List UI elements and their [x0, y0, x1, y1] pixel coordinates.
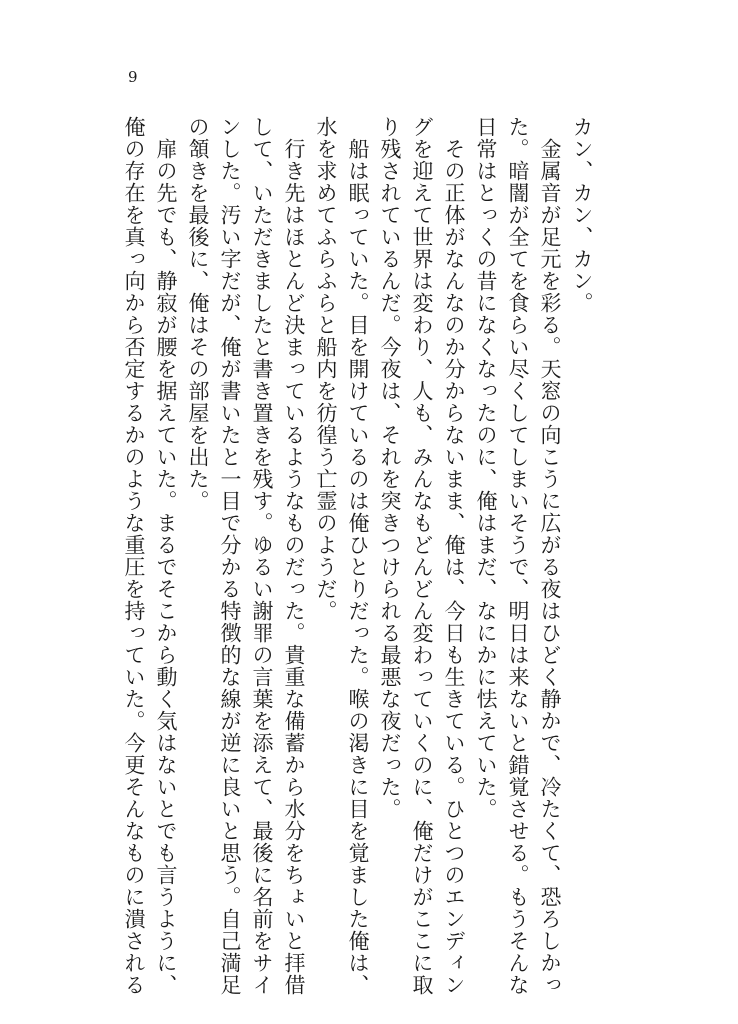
text-line: その正体がなんなのか分からないまま、俺は、今日も生きている。ひとつのエンディン — [442, 116, 466, 996]
text-line: り残されているんだ。今夜は、それを突きつけられる最悪な夜だった。 — [378, 116, 402, 820]
text-line: して、いただきましたと書き置きを残す。ゆるい謝罪の言葉を添えて、最後に名前をサイ — [250, 116, 274, 996]
text-line: た。暗闇が全てを食らい尽くしてしまいそうで、明日は来ないと錯覚させる。もうそんな — [506, 116, 530, 996]
text-line: 水を求めてふらふらと船内を彷徨う亡霊のようだ。 — [314, 116, 338, 622]
page-number: 9 — [128, 68, 138, 86]
text-line: ンした。汚い字だが、俺が書いたと一目で分かる特徴的な線が逆に良いと思う。自己満足 — [218, 116, 242, 996]
body-text — [118, 116, 598, 996]
text-line: 行き先はほとんど決まっているようなものだった。貴重な備蓄から水分をちょいと拝借 — [282, 116, 306, 996]
text-line: 船は眠っていた。目を開けているのは俺ひとりだった。喉の渇きに目を覚ました俺は、 — [346, 116, 370, 996]
text-line: カン、カン、カン。 — [570, 116, 594, 314]
text-line: の頷きを最後に、俺はその部屋を出た。 — [186, 116, 210, 512]
text-line: 俺の存在を真っ向から否定するかのような重圧を持っていた。今更そんなものに潰される — [122, 116, 146, 996]
text-line: グを迎えて世界は変わり、人も、みんなもどんどん変わっていくのに、俺だけがここに取 — [410, 116, 434, 996]
text-line: 金属音が足元を彩る。天窓の向こうに広がる夜はひどく静かで、冷たくて、恐ろしかっ — [538, 116, 562, 996]
text-line: 日常はとっくの昔になくなったのに、俺はまだ、なにかに怯えていた。 — [474, 116, 498, 820]
text-line: 扉の先でも、静寂が腰を据えていた。まるでそこから動く気はないとでも言うように、 — [154, 116, 178, 996]
